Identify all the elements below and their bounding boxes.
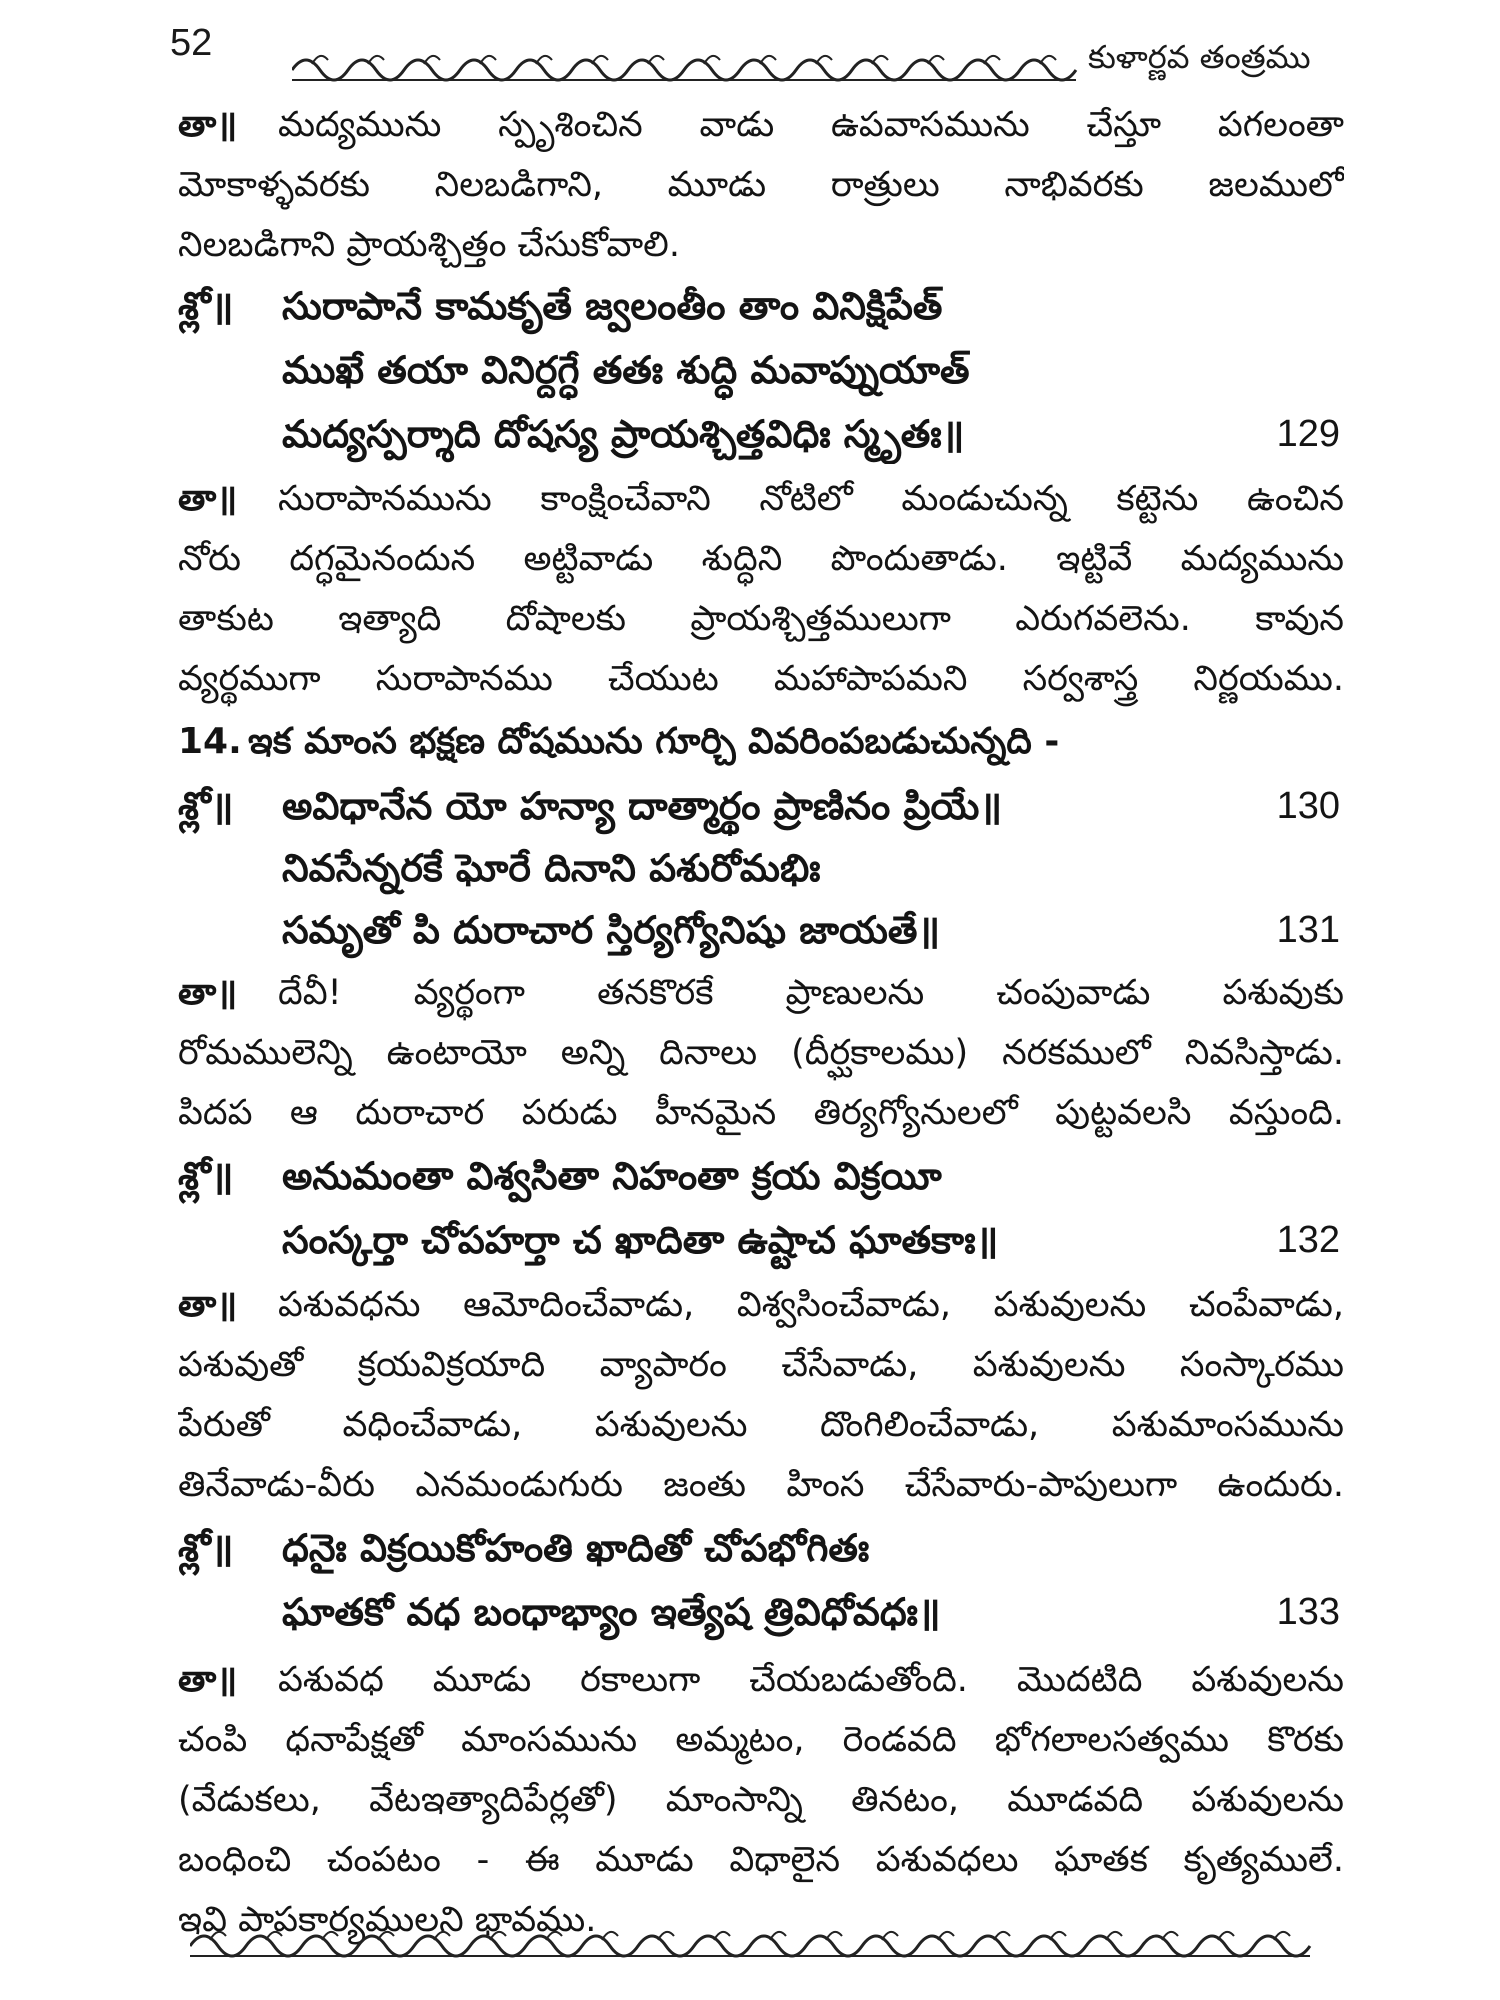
paragraph-2-line bbox=[178, 469, 1344, 529]
verse-line: అనుమంతా విశ్వసితా నిహంతా క్రయ విక్రయీ bbox=[282, 1154, 942, 1198]
shloka-label: శ్లో॥ bbox=[178, 1154, 234, 1198]
paragraph-5-line: (వేడుకలు, వేటఇత్యాదిపేర్లతో) మాంసాన్ని తినటం, మూడవది పశువులను bbox=[178, 1780, 1344, 1820]
verse-number: 132 bbox=[1276, 1219, 1340, 1261]
paragraph-1-line bbox=[178, 95, 1344, 155]
section-title: ఇక మాంస భక్షణ దోషమును గూర్చి వివరింపబడుచున్నది - bbox=[248, 721, 1060, 762]
paragraph-2-line: నోరు దగ్ధమైనందున అట్టివాడు శుద్ధిని పొందుతాడు. ఇట్టివే మద్యమును bbox=[178, 539, 1344, 579]
vine-ornament-bottom-icon bbox=[190, 1922, 1320, 1962]
section-number: 14. bbox=[178, 721, 242, 762]
tatparyam-label: తా॥ bbox=[178, 1285, 238, 1325]
paragraph-4-line: పశువుతో క్రయవిక్రయాది వ్యాపారం చేసేవాడు, పశువులను సంస్కారము bbox=[178, 1345, 1344, 1385]
paragraph-3-line: రోమములెన్ని ఉంటాయో అన్ని దినాలు (దీర్ఘకాలము) నరకములో నివసిస్తాడు. bbox=[178, 1033, 1344, 1073]
verse-line: ఘాతకో వధ బంధాభ్యాం ఇత్యేష త్రివిధోవధః॥ bbox=[282, 1590, 941, 1634]
paragraph-4-line: తినేవాడు-వీరు ఎనమండుగురు జంతు హింస చేసేవారు-పాపులుగా ఉందురు. bbox=[178, 1465, 1344, 1505]
section-heading bbox=[178, 712, 1344, 772]
verse-line: నివసేన్నరకే ఘోరే దినాని పశురోమభిః bbox=[282, 846, 821, 890]
paragraph-5-line bbox=[178, 1650, 1344, 1710]
vine-ornament-top-icon bbox=[292, 44, 1082, 84]
shloka-label: శ్లో॥ bbox=[178, 784, 234, 828]
verse-line: ముఖే తయా వినిర్దగ్ధే తతః శుద్ధి మవాప్నుయాత్ bbox=[282, 348, 970, 392]
paragraph-4-line: పేరుతో వధించేవాడు, పశువులను దొంగిలించేవాడు, పశుమాంసమును bbox=[178, 1405, 1344, 1445]
verse-line: సంస్కర్తా చోపహర్తా చ ఖాదితా ఉష్టాచ ఘాతకాః॥ bbox=[282, 1218, 999, 1262]
paragraph-2-line: వ్యర్థముగా సురాపానము చేయుట మహాపాపమని సర్వశాస్త్ర నిర్ణయము. bbox=[178, 659, 1344, 699]
text: పశువధను ఆమోదించేవాడు, విశ్వసించేవాడు, పశువులను చంపేవాడు, bbox=[278, 1285, 1344, 1325]
paragraph-2-line: తాకుట ఇత్యాది దోషాలకు ప్రాయశ్చిత్తములుగా ఎరుగవలెను. కావున bbox=[178, 599, 1344, 639]
page-number: 52 bbox=[170, 22, 213, 64]
running-title: కుళార్ణవ తంత్రము bbox=[1088, 38, 1311, 76]
verse-line: మద్యస్పర్శాది దోషస్య ప్రాయశ్చిత్తవిధిః స్మృతః॥ bbox=[282, 412, 965, 456]
tatparyam-label: తా॥ bbox=[178, 1660, 238, 1700]
paragraph-5-line: బంధించి చంపటం - ఈ మూడు విధాలైన పశువధలు ఘాతక కృత్యములే. bbox=[178, 1840, 1344, 1880]
verse-number: 133 bbox=[1276, 1591, 1340, 1633]
verse-number: 131 bbox=[1276, 909, 1340, 951]
shloka-label: శ్లో॥ bbox=[178, 1526, 234, 1570]
paragraph-3-line: పిదప ఆ దురాచార పరుడు హీనమైన తిర్యగ్యోనులలో పుట్టవలసి వస్తుంది. bbox=[178, 1093, 1344, 1133]
verse-number: 130 bbox=[1276, 785, 1340, 827]
paragraph-5-line: ఇవి పాపకార్యములని భావము. bbox=[178, 1900, 597, 1940]
verse-line: సురాపానే కామకృతే జ్వలంతీం తాం వినిక్షిపేత్ bbox=[282, 284, 943, 328]
verse-line: ధనైః విక్రయికోహంతి ఖాదితో చోపభోగితః bbox=[282, 1526, 870, 1570]
verse-line: సమృతో పి దురాచార స్తిర్యగ్యోనిషు జాయతే॥ bbox=[282, 908, 941, 952]
paragraph-4-line bbox=[178, 1275, 1344, 1335]
paragraph-3-line bbox=[178, 963, 1344, 1023]
tatparyam-label: తా॥ bbox=[178, 479, 238, 519]
text: సురాపానమును కాంక్షించేవాని నోటిలో మండుచున్న కట్టెను ఉంచిన bbox=[278, 479, 1344, 519]
paragraph-5-line: చంపి ధనాపేక్షతో మాంసమును అమ్మటం, రెండవది భోగలాలసత్వము కొరకు bbox=[178, 1720, 1344, 1760]
tatparyam-label: తా॥ bbox=[178, 105, 238, 145]
text: దేవీ! వ్యర్థంగా తనకొరకే ప్రాణులను చంపువాడు పశువుకు bbox=[278, 973, 1344, 1013]
shloka-label: శ్లో॥ bbox=[178, 284, 234, 328]
text: మద్యమును స్పృశించిన వాడు ఉపవాసమును చేస్తూ పగలంతా bbox=[278, 105, 1344, 145]
verse-number: 129 bbox=[1276, 413, 1340, 455]
text: పశువధ మూడు రకాలుగా చేయబడుతోంది. మొదటిది పశువులను bbox=[278, 1660, 1344, 1700]
paragraph-1-line: నిలబడిగాని ప్రాయశ్చిత్తం చేసుకోవాలి. bbox=[178, 225, 680, 265]
tatparyam-label: తా॥ bbox=[178, 973, 238, 1013]
paragraph-1-line: మోకాళ్ళవరకు నిలబడిగాని, మూడు రాత్రులు నాభివరకు జలములో bbox=[178, 165, 1344, 205]
verse-line: అవిధానేన యో హన్యా దాత్మార్థం ప్రాణినం ప్రియే॥ bbox=[282, 784, 1003, 828]
